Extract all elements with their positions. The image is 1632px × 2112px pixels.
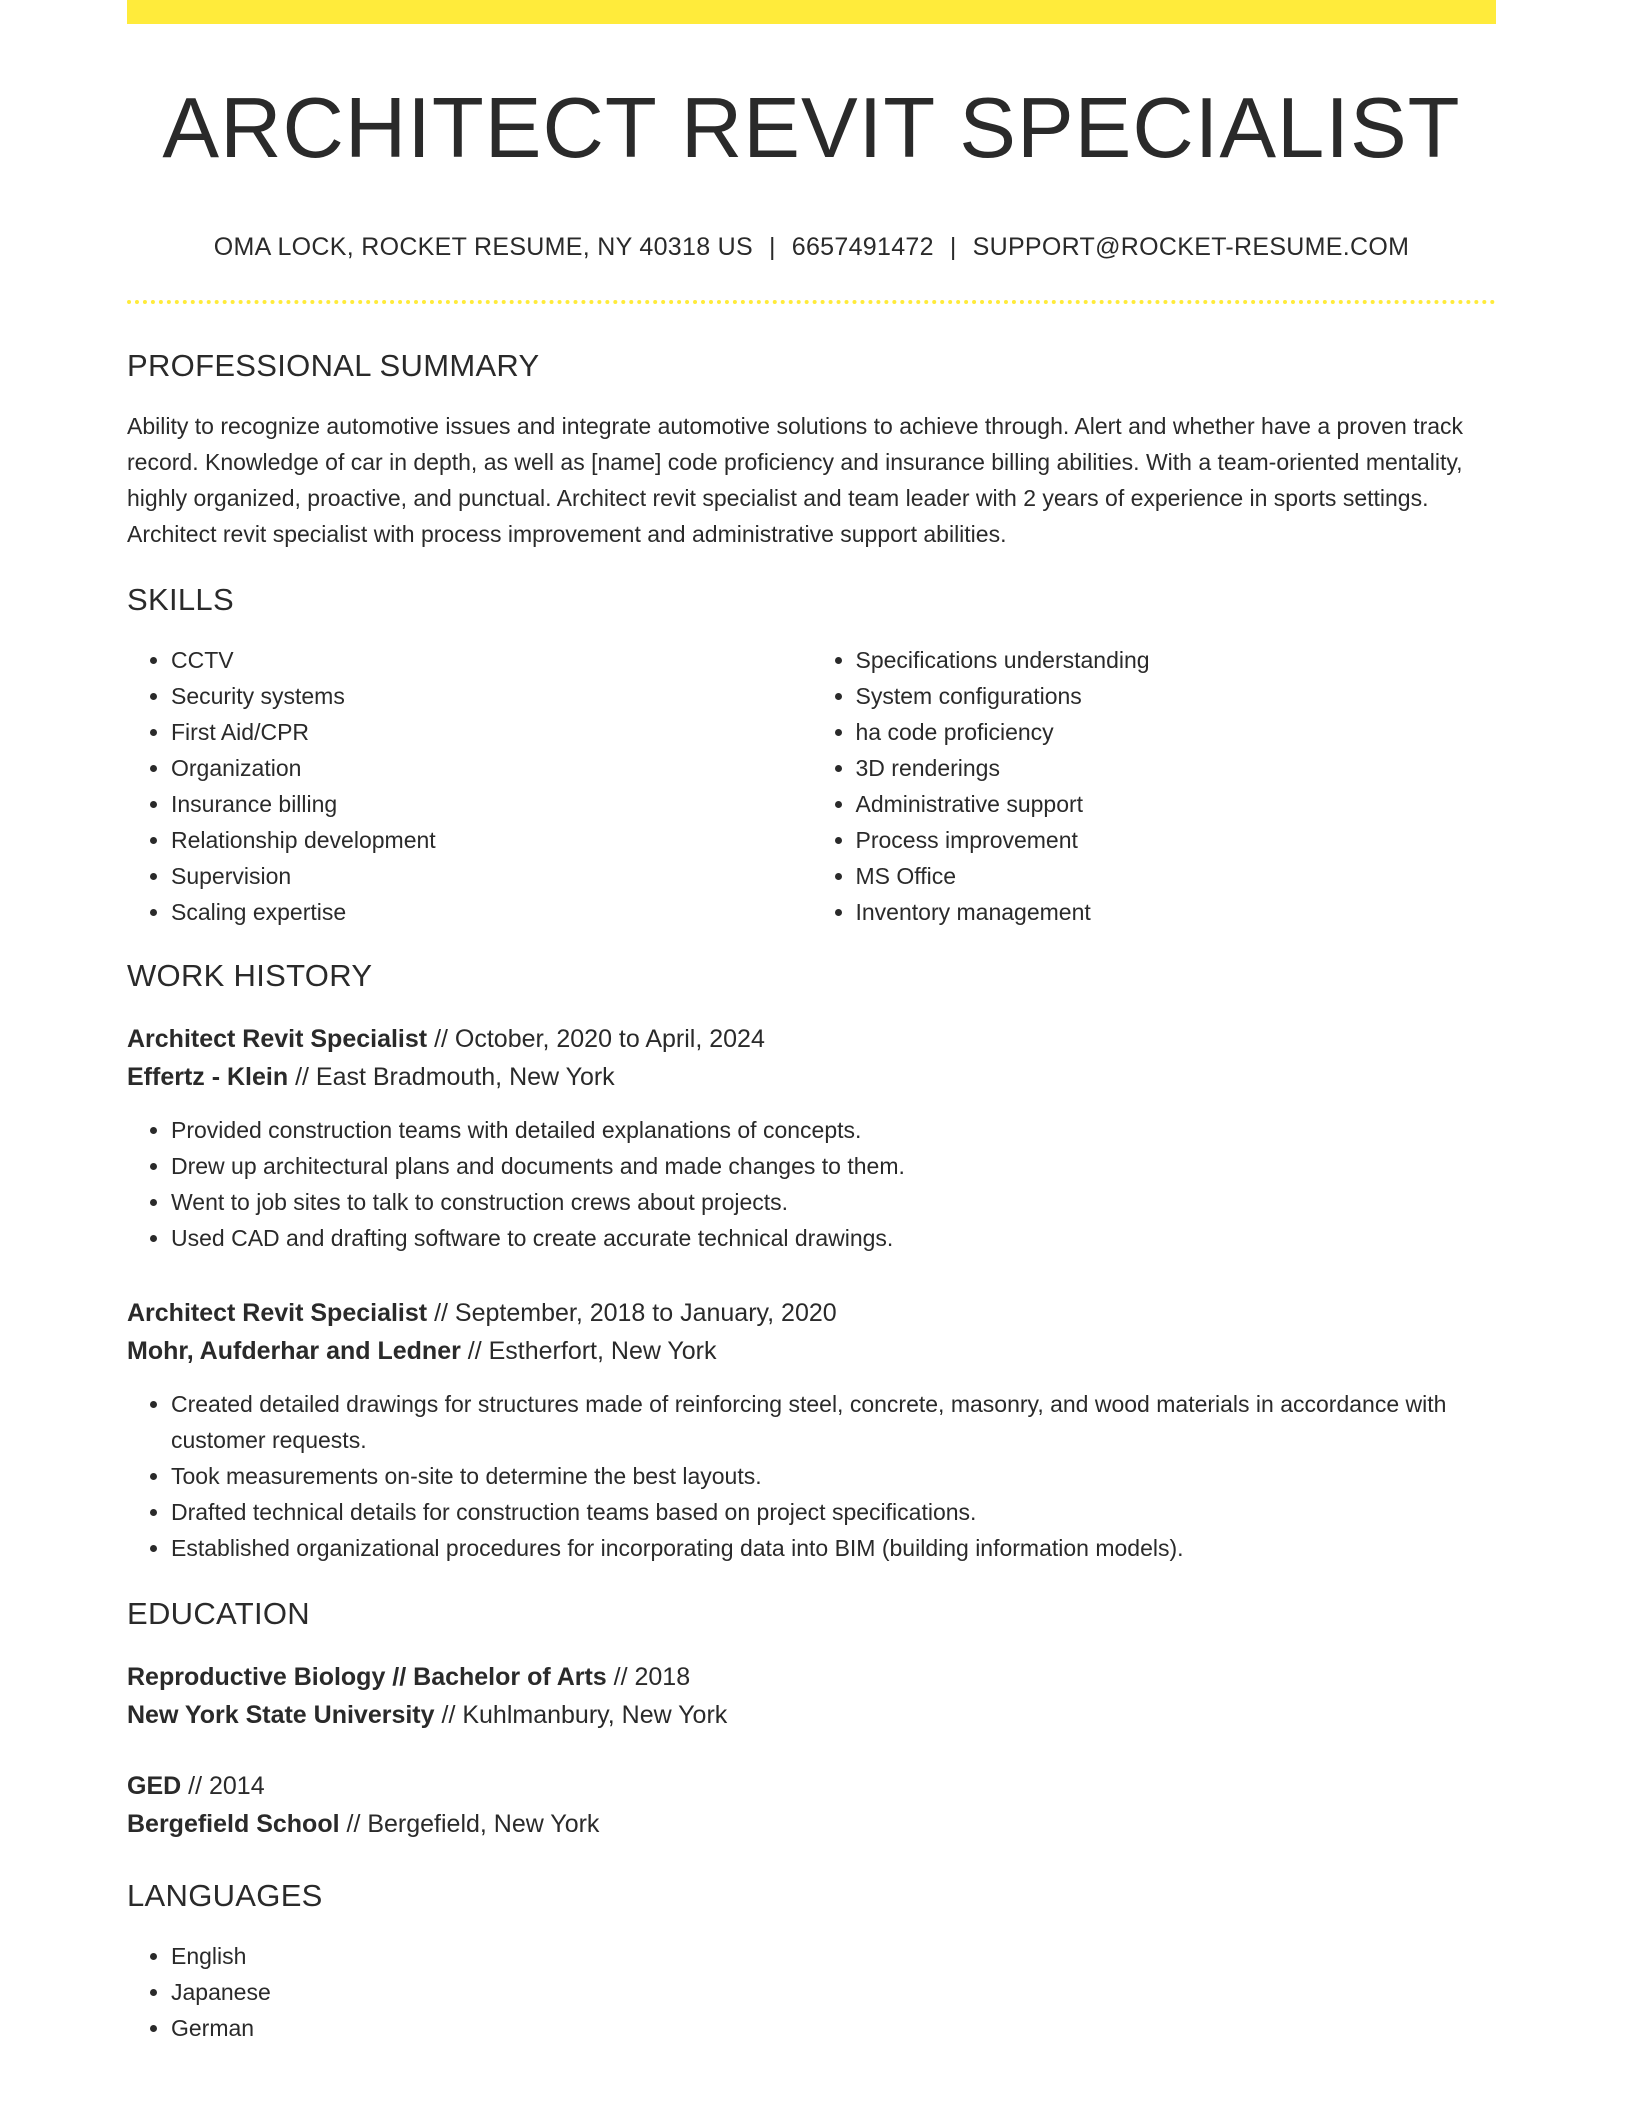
skills-list-left	[127, 642, 812, 930]
education-heading: EDUCATION	[127, 1596, 310, 1632]
job-bullets	[127, 1386, 1496, 1566]
education-school: New York State University	[127, 1701, 435, 1730]
job-dates: // October, 2020 to April, 2024	[434, 1025, 765, 1054]
summary-text: Ability to recognize automotive issues and integrate automotive solutions to achieve through. Alert and whether have a proven track record. Knowledge of car in depth, as well as [name] code proficiency and insurance billing abilities. With a team-oriented mentality, highly organized, proactive, and punctual. Architect revit specialist and team leader with 2 years of experience in sports settings. Architect revit specialist with process improvement and administrative support abilities.	[127, 413, 1464, 548]
job-role: Architect Revit Specialist	[127, 1299, 428, 1328]
job-company: Effertz - Klein	[127, 1063, 289, 1092]
education-location: // Kuhlmanbury, New York	[441, 1701, 728, 1730]
contact-line	[127, 233, 1496, 262]
list-item: • Organization	[171, 750, 812, 786]
list-item: • Used CAD and drafting software to create accurate technical drawings.	[171, 1220, 1496, 1256]
dotted-divider	[127, 300, 1496, 304]
job-bullets	[127, 1112, 1496, 1256]
list-item: • MS Office	[856, 858, 1497, 894]
job-location: // Estherfort, New York	[467, 1337, 717, 1366]
list-item: • Created detailed drawings for structures made of reinforcing steel, concrete, masonry, and wood materials in accordance with customer requests.	[171, 1386, 1496, 1458]
contact-phone: 6657491472	[791, 233, 934, 262]
education-location: // Bergefield, New York	[346, 1810, 600, 1839]
list-item: • Inventory management	[856, 894, 1497, 930]
education-degree-line	[127, 1658, 1496, 1696]
education-year: // 2014	[188, 1772, 265, 1801]
list-item: • System configurations	[856, 678, 1497, 714]
list-item: • English	[171, 1938, 1496, 1974]
education-degree: Reproductive Biology // Bachelor of Arts	[127, 1663, 607, 1692]
list-item: • Established organizational procedures for incorporating data into BIM (building information models).	[171, 1530, 1496, 1566]
job-company-line	[127, 1332, 1496, 1370]
skills-heading: SKILLS	[127, 582, 234, 618]
list-item: • Provided construction teams with detailed explanations of concepts.	[171, 1112, 1496, 1148]
education-degree: GED	[127, 1772, 182, 1801]
list-item: • Japanese	[171, 1974, 1496, 2010]
list-item: • Security systems	[171, 678, 812, 714]
list-item: • Supervision	[171, 858, 812, 894]
education-school: Bergefield School	[127, 1810, 340, 1839]
contact-address: OMA LOCK, ROCKET RESUME, NY 40318 US	[213, 233, 753, 262]
list-item: • Drew up architectural plans and documents and made changes to them.	[171, 1148, 1496, 1184]
education-degree-line	[127, 1767, 1496, 1805]
contact-separator: |	[949, 233, 957, 262]
education-entry	[127, 1767, 1496, 1843]
job-location: // East Bradmouth, New York	[295, 1063, 615, 1092]
list-item: • Took measurements on-site to determine the best layouts.	[171, 1458, 1496, 1494]
job-company: Mohr, Aufderhar and Ledner	[127, 1337, 461, 1366]
list-item: • Specifications understanding	[856, 642, 1497, 678]
languages-list	[127, 1938, 1496, 2046]
list-item: • Scaling expertise	[171, 894, 812, 930]
skills-list-right	[812, 642, 1497, 930]
job-entry	[127, 1294, 1496, 1566]
job-company-line	[127, 1058, 1496, 1096]
job-role: Architect Revit Specialist	[127, 1025, 428, 1054]
list-item: • Drafted technical details for construction teams based on project specifications.	[171, 1494, 1496, 1530]
list-item: • Insurance billing	[171, 786, 812, 822]
resume-name-title: ARCHITECT REVIT SPECIALIST	[162, 81, 1461, 176]
list-item: • 3D renderings	[856, 750, 1497, 786]
education-school-line	[127, 1805, 1496, 1843]
skills-columns	[127, 642, 1496, 930]
accent-top-bar	[127, 0, 1496, 24]
contact-separator: |	[768, 233, 776, 262]
resume-page	[127, 0, 1496, 2046]
list-item: • CCTV	[171, 642, 812, 678]
list-item: • German	[171, 2010, 1496, 2046]
languages-heading: LANGUAGES	[127, 1878, 323, 1914]
job-role-line	[127, 1020, 1496, 1058]
list-item: • Went to job sites to talk to construction crews about projects.	[171, 1184, 1496, 1220]
summary-heading: PROFESSIONAL SUMMARY	[127, 348, 540, 384]
work-history-heading: WORK HISTORY	[127, 958, 373, 994]
education-year: // 2018	[613, 1663, 691, 1692]
list-item: • Relationship development	[171, 822, 812, 858]
job-entry	[127, 1020, 1496, 1256]
list-item: • Process improvement	[856, 822, 1497, 858]
list-item: • Administrative support	[856, 786, 1497, 822]
list-item: • ha code proficiency	[856, 714, 1497, 750]
education-school-line	[127, 1696, 1496, 1734]
job-role-line	[127, 1294, 1496, 1332]
list-item: • First Aid/CPR	[171, 714, 812, 750]
education-entry	[127, 1658, 1496, 1734]
job-dates: // September, 2018 to January, 2020	[434, 1299, 837, 1328]
contact-email: SUPPORT@ROCKET-RESUME.COM	[972, 233, 1410, 262]
